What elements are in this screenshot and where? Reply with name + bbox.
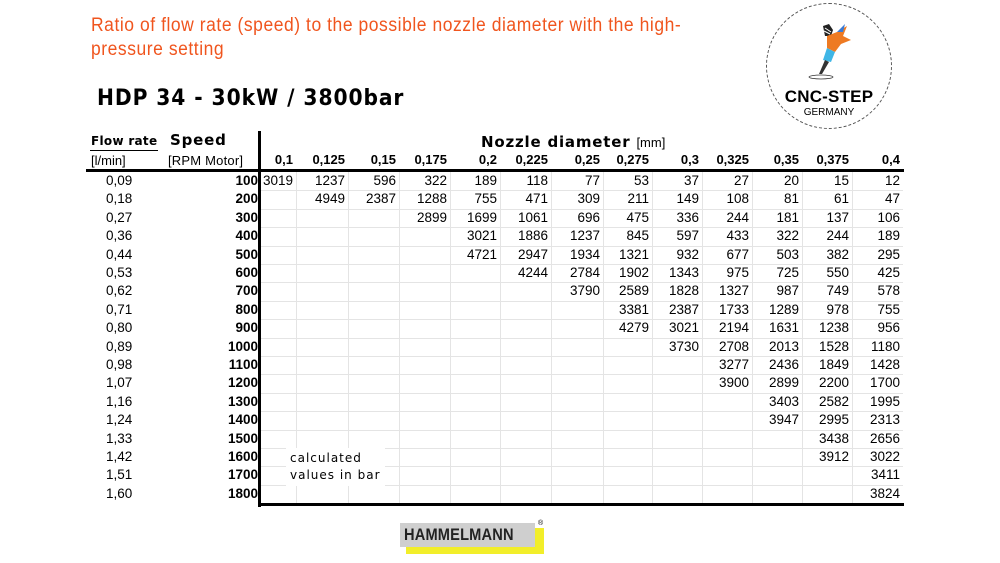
flow-unit-label: [l/min] (91, 153, 126, 168)
pressure-value-cell: 3900 (718, 375, 749, 390)
pressure-value-cell: 1327 (718, 283, 749, 298)
nozzle-diameter-label: 0,25 (574, 152, 600, 167)
pressure-value-cell: 4279 (618, 320, 649, 335)
registered-mark: ® (538, 520, 544, 527)
pressure-value-cell: 3947 (768, 412, 799, 427)
pressure-value-cell: 3019 (262, 173, 293, 188)
pressure-value-cell: 2589 (618, 283, 649, 298)
speed-value: 600 (235, 265, 258, 280)
pressure-value-cell: 244 (726, 210, 749, 225)
pressure-value-cell: 3730 (668, 339, 699, 354)
flow-rate-value: 0,53 (106, 265, 133, 280)
pressure-value-cell: 3411 (870, 467, 900, 482)
pressure-value-cell: 20 (783, 173, 799, 188)
pressure-value-cell: 2387 (365, 191, 396, 206)
pressure-value-cell: 1428 (869, 357, 900, 372)
pressure-value-cell: 189 (877, 228, 900, 243)
pressure-value-cell: 749 (826, 283, 849, 298)
pressure-value-cell: 47 (884, 191, 900, 206)
pressure-value-cell: 189 (474, 173, 497, 188)
pressure-value-cell: 3021 (668, 320, 699, 335)
calculated-values-note (286, 448, 385, 486)
speed-value: 100 (235, 173, 258, 188)
pressure-value-cell: 1934 (569, 247, 600, 262)
pressure-value-cell: 211 (627, 191, 649, 206)
pressure-value-cell: 475 (626, 210, 649, 225)
flow-rate-value: 1,33 (106, 431, 133, 446)
pressure-value-cell: 322 (424, 173, 447, 188)
pressure-value-cell: 1902 (618, 265, 649, 280)
pressure-value-cell: 15 (833, 173, 849, 188)
pressure-value-cell: 77 (584, 173, 600, 188)
pressure-value-cell: 2708 (718, 339, 749, 354)
nozzle-diameter-label: 0,375 (816, 152, 849, 167)
pressure-value-cell: 1237 (569, 228, 600, 243)
pressure-value-cell: 1700 (869, 375, 900, 390)
pressure-value-cell: 2194 (718, 320, 749, 335)
pressure-value-cell: 503 (776, 247, 799, 262)
nozzle-diameter-label: 0,125 (312, 152, 345, 167)
nozzle-diameter-label: 0,275 (616, 152, 649, 167)
pressure-value-cell: 987 (776, 283, 799, 298)
pressure-value-cell: 108 (726, 191, 749, 206)
pressure-value-cell: 336 (676, 210, 699, 225)
nozzle-diameter-label: 0,2 (478, 152, 497, 167)
nozzle-diameter-label: 0,1 (274, 152, 293, 167)
pressure-value-cell: 149 (676, 191, 699, 206)
pressure-value-cell: 2313 (869, 412, 900, 427)
logo-country-text: GERMANY (803, 107, 855, 118)
pressure-value-cell: 4949 (314, 191, 345, 206)
pressure-value-cell: 433 (726, 228, 749, 243)
pressure-value-cell: 1828 (668, 283, 699, 298)
pressure-value-cell: 425 (877, 265, 900, 280)
pressure-value-cell: 2995 (818, 412, 849, 427)
pressure-value-cell: 2200 (818, 375, 849, 390)
pressure-value-cell: 2656 (869, 431, 900, 446)
speed-value: 800 (235, 302, 258, 317)
nozzle-diameter-label: 0,3 (680, 152, 699, 167)
flow-rate-value: 0,44 (106, 247, 133, 262)
pressure-value-cell: 1849 (818, 357, 849, 372)
pressure-value-cell: 3403 (768, 394, 799, 409)
pressure-value-cell: 1238 (818, 320, 849, 335)
pressure-value-cell: 471 (525, 191, 548, 206)
pressure-value-cell: 2947 (517, 247, 548, 262)
speed-unit-label: [RPM Motor] (168, 153, 244, 168)
pressure-value-cell: 1631 (768, 320, 799, 335)
pressure-value-cell: 845 (626, 228, 649, 243)
page-title: Ratio of flow rate (speed) to the possible nozzle diameter with the high-pressure setting (91, 15, 682, 60)
pressure-value-cell: 3277 (718, 357, 749, 372)
flow-rate-header: Flow rate (91, 134, 158, 148)
pressure-value-cell: 27 (733, 173, 749, 188)
speed-value: 900 (235, 320, 258, 335)
nozzle-diameter-label: 0,175 (414, 152, 447, 167)
flow-rate-value: 1,51 (106, 467, 133, 482)
pressure-value-cell: 244 (826, 228, 849, 243)
flow-rate-value: 1,24 (106, 412, 133, 427)
speed-value: 1100 (228, 357, 258, 372)
nozzle-diameter-label: 0,15 (370, 152, 396, 167)
table-vertical-divider (258, 131, 261, 507)
flow-rate-value: 0,18 (106, 191, 133, 206)
flow-rate-value: 0,27 (106, 210, 133, 225)
flow-rate-value: 1,42 (106, 449, 133, 464)
speed-value: 1700 (227, 467, 258, 482)
pressure-value-cell: 1995 (869, 394, 900, 409)
hammelmann-logo-text: HAMMELMANN (404, 525, 514, 544)
kingfisher-bird-icon (807, 22, 857, 84)
flow-rate-value: 1,60 (106, 486, 133, 501)
pressure-value-cell: 755 (877, 302, 900, 317)
speed-value: 1400 (227, 412, 258, 427)
model-subtitle: HDP 34 - 30kW / 3800bar (97, 86, 405, 111)
nozzle-diameter-label: 0,35 (773, 152, 799, 167)
pressure-value-cell: 975 (726, 265, 749, 280)
pressure-value-cell: 956 (877, 320, 900, 335)
cnc-step-logo (766, 3, 892, 129)
speed-value: 700 (235, 283, 258, 298)
pressure-value-cell: 696 (577, 210, 600, 225)
pressure-value-cell: 550 (826, 265, 849, 280)
note-line-1: calculated (290, 451, 362, 465)
speed-value: 1600 (227, 449, 258, 464)
nozzle-diameter-label: 0,325 (716, 152, 749, 167)
speed-value: 300 (235, 210, 258, 225)
pressure-value-cell: 725 (776, 265, 799, 280)
pressure-value-cell: 2784 (569, 265, 600, 280)
pressure-value-cell: 106 (877, 210, 900, 225)
pressure-value-cell: 597 (676, 228, 699, 243)
table-bottom-border (258, 503, 904, 506)
flow-rate-value: 1,16 (106, 394, 133, 409)
pressure-value-cell: 1288 (416, 191, 447, 206)
pressure-value-cell: 1528 (818, 339, 849, 354)
pressure-value-cell: 295 (877, 247, 900, 262)
pressure-value-cell: 118 (526, 173, 548, 188)
pressure-value-cell: 1289 (768, 302, 799, 317)
speed-value: 1200 (227, 375, 258, 390)
pressure-value-cell: 1061 (517, 210, 548, 225)
pressure-value-cell: 137 (826, 210, 849, 225)
pressure-value-cell: 2899 (416, 210, 447, 225)
pressure-value-cell: 677 (726, 247, 749, 262)
flow-rate-value: 0,89 (106, 339, 133, 354)
logo-brand-text: CNC-STEP (784, 87, 874, 106)
speed-value: 200 (235, 191, 258, 206)
pressure-value-cell: 81 (783, 191, 799, 206)
speed-value: 1800 (227, 486, 258, 501)
pressure-value-cell: 2899 (768, 375, 799, 390)
pressure-value-cell: 2436 (768, 357, 799, 372)
speed-value: 500 (235, 247, 258, 262)
pressure-value-cell: 2387 (668, 302, 699, 317)
pressure-value-cell: 1321 (618, 247, 649, 262)
pressure-value-cell: 1237 (314, 173, 345, 188)
flow-rate-value: 0,71 (106, 302, 133, 317)
pressure-value-cell: 3912 (818, 449, 849, 464)
note-line-2: values in bar (290, 468, 381, 482)
table-header-divider (86, 169, 904, 172)
nozzle-diameter-label: 0,4 (881, 152, 900, 167)
flow-rate-value: 0,36 (106, 228, 133, 243)
pressure-value-cell: 382 (826, 247, 849, 262)
pressure-value-cell: 61 (833, 191, 849, 206)
pressure-value-cell: 3824 (869, 486, 900, 501)
speed-header: Speed (170, 131, 227, 149)
pressure-value-cell: 3438 (818, 431, 849, 446)
pressure-value-cell: 53 (633, 173, 649, 188)
pressure-value-cell: 3021 (466, 228, 497, 243)
nozzle-diameter-label: 0,225 (515, 152, 548, 167)
flow-header-underline (90, 150, 158, 151)
pressure-value-cell: 4721 (466, 247, 497, 262)
pressure-value-cell: 3022 (869, 449, 900, 464)
pressure-value-cell: 1699 (466, 210, 497, 225)
pressure-value-cell: 2013 (768, 339, 799, 354)
speed-value: 1000 (227, 339, 258, 354)
nozzle-header-label: Nozzle diameter (481, 133, 631, 151)
pressure-value-cell: 596 (373, 173, 396, 188)
flow-rate-value: 1,07 (106, 375, 133, 390)
pressure-value-cell: 309 (577, 191, 600, 206)
pressure-value-cell: 578 (877, 283, 900, 298)
pressure-value-cell: 1733 (718, 302, 749, 317)
nozzle-unit-label: [mm] (636, 135, 666, 150)
pressure-value-cell: 3381 (618, 302, 649, 317)
pressure-value-cell: 1886 (517, 228, 548, 243)
pressure-value-cell: 2582 (818, 394, 849, 409)
hammelmann-logo (400, 520, 544, 549)
speed-value: 1300 (227, 394, 258, 409)
speed-value: 1500 (227, 431, 258, 446)
flow-rate-value: 0,62 (106, 283, 133, 298)
pressure-value-cell: 4244 (517, 265, 548, 280)
pressure-value-cell: 12 (884, 173, 900, 188)
nozzle-diameter-header (481, 133, 665, 151)
pressure-value-cell: 978 (826, 302, 849, 317)
pressure-value-cell: 932 (676, 247, 699, 262)
pressure-value-cell: 1180 (870, 339, 900, 354)
pressure-value-cell: 37 (683, 173, 699, 188)
flow-rate-value: 0,98 (106, 357, 133, 372)
pressure-value-cell: 755 (474, 191, 497, 206)
flow-rate-value: 0,09 (106, 173, 133, 188)
pressure-value-cell: 322 (776, 228, 799, 243)
speed-value: 400 (235, 228, 258, 243)
pressure-value-cell: 181 (776, 210, 799, 225)
pressure-value-cell: 3790 (569, 283, 600, 298)
flow-rate-value: 0,80 (106, 320, 133, 335)
pressure-value-cell: 1343 (668, 265, 699, 280)
